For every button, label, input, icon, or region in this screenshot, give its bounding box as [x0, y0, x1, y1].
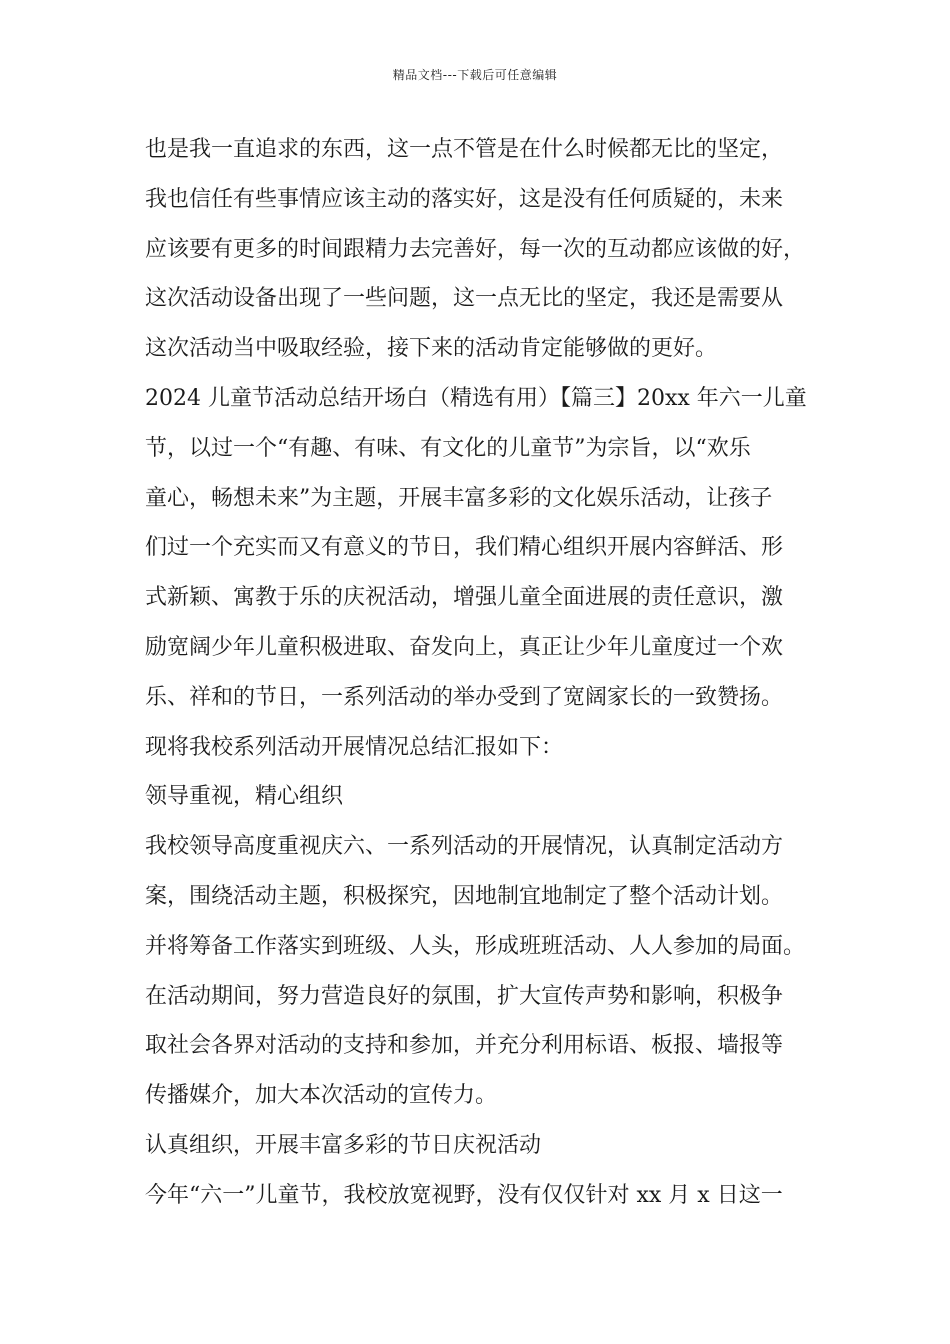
subheading-line: 认真组织，开展丰富多彩的节日庆祝活动 — [145, 1132, 542, 1158]
section-title-line: 2024 儿童节活动总结开场白（精选有用）【篇三】20xx 年六一儿童 — [145, 385, 807, 411]
text-line: 取社会各界对活动的支持和参加，并充分利用标语、板报、墙报等 — [145, 1033, 784, 1059]
text-line: 并将筹备工作落实到班级、人头，形成班班活动、人人参加的局面。 — [145, 933, 806, 959]
text-line: 这次活动当中吸取经验，接下来的活动肯定能够做的更好。 — [145, 336, 718, 362]
text-line: 我校领导高度重视庆六、一系列活动的开展情况，认真制定活动方 — [145, 834, 784, 860]
text-line: 也是我一直追求的东西，这一点不管是在什么时候都无比的坚定， — [145, 137, 784, 162]
text-line: 现将我校系列活动开展情况总结汇报如下： — [145, 734, 564, 760]
text-line: 我也信任有些事情应该主动的落实好，这是没有任何质疑的，未来 — [145, 186, 784, 212]
text-line: 传播媒介，加大本次活动的宣传力。 — [145, 1083, 498, 1109]
text-line: 们过一个充实而又有意义的节日，我们精心组织开展内容鲜活、形 — [145, 535, 784, 561]
text-line: 这次活动设备出现了一些问题，这一点无比的坚定，我还是需要从 — [145, 286, 784, 312]
text-line: 案，围绕活动主题，积极探究，因地制宜地制定了整个活动计划。 — [145, 883, 784, 909]
subheading-line: 领导重视，精心组织 — [145, 784, 344, 810]
text-line: 应该要有更多的时间跟精力去完善好，每一次的互动都应该做的好， — [145, 236, 806, 262]
text-line: 童心，畅想未来”为主题，开展丰富多彩的文化娱乐活动，让孩子 — [145, 485, 773, 511]
text-line: 式新颖、寓教于乐的庆祝活动，增强儿童全面进展的责任意识，激 — [145, 585, 784, 611]
text-line: 乐、祥和的节日，一系列活动的举办受到了宽阔家长的一致赞扬。 — [145, 684, 784, 710]
text-line: 今年“六一”儿童节，我校放宽视野，没有仅仅针对 xx 月 x 日这一 — [145, 1182, 783, 1208]
text-line: 励宽阔少年儿童积极进取、奋发向上，真正让少年儿童度过一个欢 — [145, 634, 784, 660]
page-header: 精品文档---下载后可任意编辑 — [392, 68, 558, 82]
text-line: 在活动期间，努力营造良好的氛围，扩大宣传声势和影响，积极争 — [145, 983, 784, 1009]
text-line: 节，以过一个“有趣、有味、有文化的儿童节”为宗旨，以“欢乐 — [145, 435, 751, 461]
document-body — [145, 130, 845, 1226]
